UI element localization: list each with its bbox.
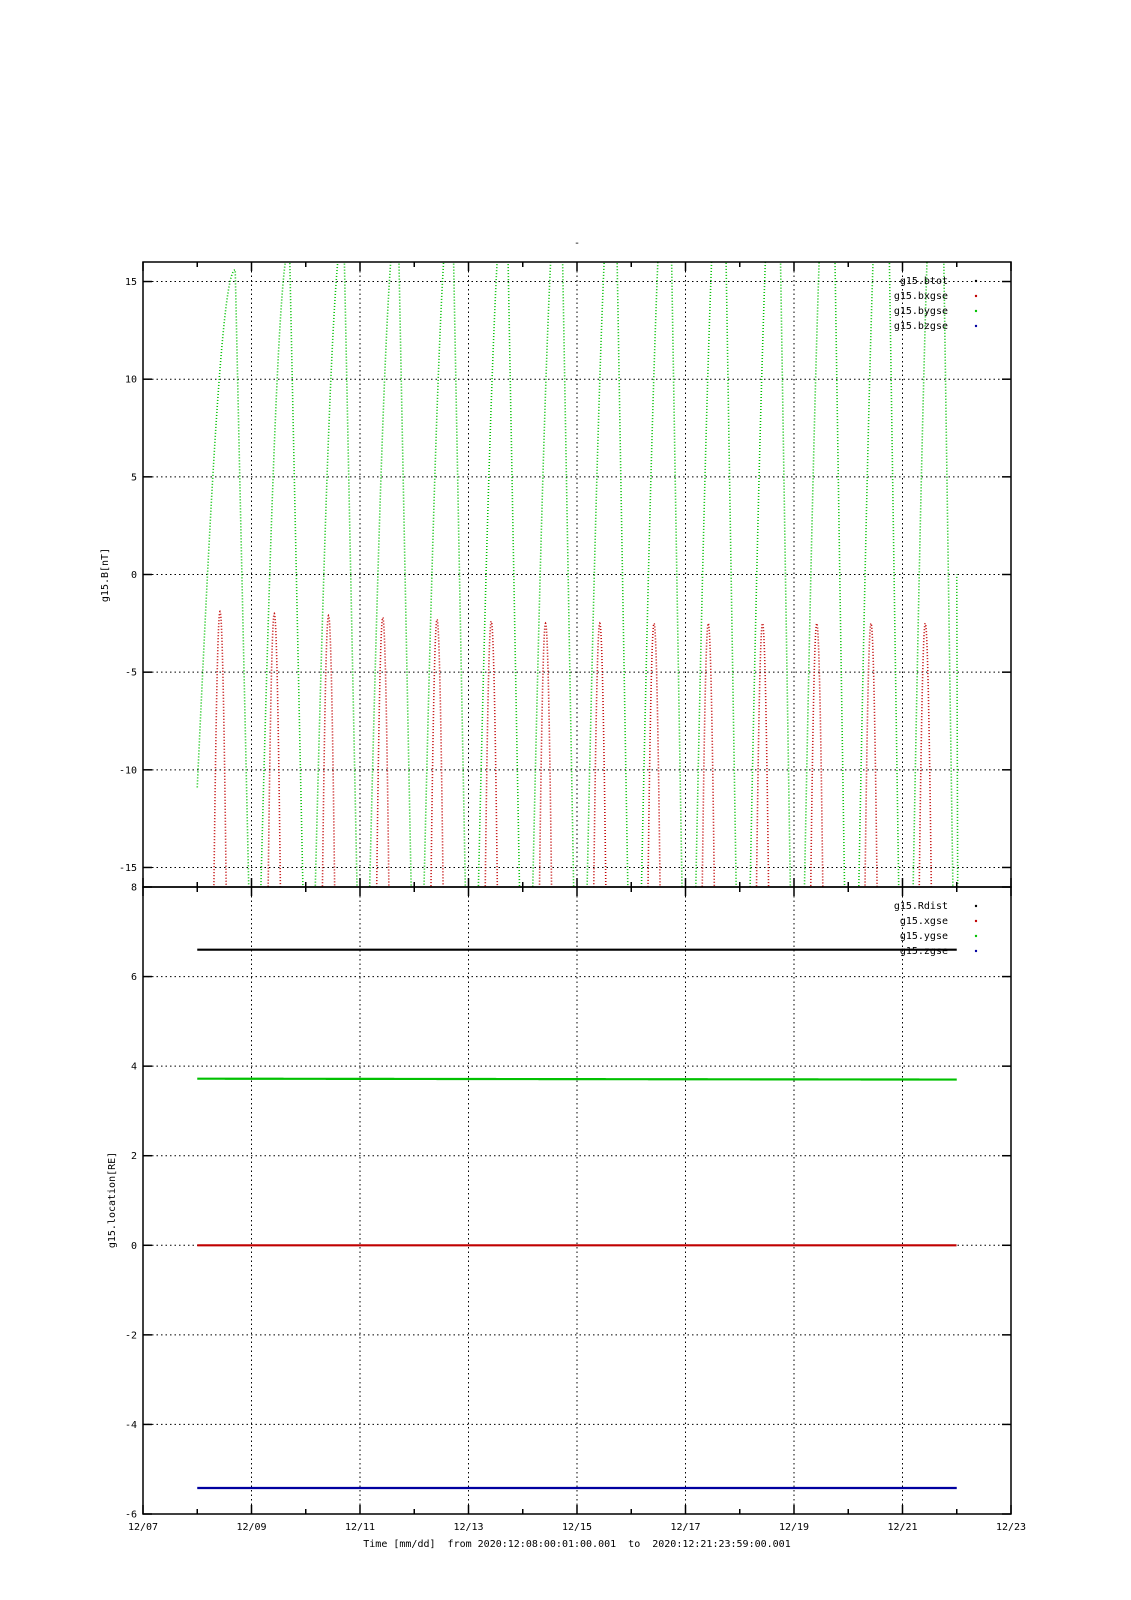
bottom-series	[197, 950, 957, 1488]
legend-swatch	[975, 280, 977, 282]
magnetic-field-panel	[100, 32, 1011, 1600]
y-tick-label: -10	[118, 765, 137, 777]
y-tick-label: 2	[130, 1151, 137, 1163]
top-series	[197, 32, 959, 1600]
y-tick-label: 0	[130, 1240, 137, 1252]
top-y-axis-label: g15.B[nT]	[100, 547, 111, 603]
legend-swatch	[975, 905, 977, 907]
x-tick-label: 12/15	[561, 1522, 593, 1533]
x-tick-label: 12/23	[995, 1522, 1027, 1533]
top-grid	[143, 262, 1011, 887]
y-tick-label: 15	[124, 277, 137, 289]
bottom-legend	[894, 901, 977, 957]
page-title: -	[573, 238, 581, 249]
y-tick-label: 8	[130, 882, 137, 894]
legend-swatch	[975, 935, 977, 937]
bottom-y-axis-label: g15.location[RE]	[107, 1151, 118, 1249]
y-tick-label: 10	[124, 374, 137, 386]
top-legend	[894, 276, 977, 332]
y-tick-label: -15	[118, 862, 137, 874]
x-tick-label: 12/13	[453, 1522, 484, 1533]
legend-label-g15-bxgse: g15.bxgse	[893, 291, 948, 302]
series-line-g15-ygse	[197, 1079, 957, 1080]
legend-swatch	[975, 950, 977, 952]
bottom-ticks	[125, 883, 1026, 1534]
legend-swatch	[975, 310, 977, 312]
y-tick-label: -6	[124, 1509, 137, 1521]
y-tick-label: 0	[130, 570, 137, 581]
series-line-g15-bygse	[197, 32, 959, 1341]
legend-swatch	[975, 920, 977, 922]
series-line-g15-bxgse	[197, 612, 956, 1600]
legend-label-g15-zgse: g15.zgse	[899, 946, 948, 957]
bottom-plot-frame	[143, 887, 1011, 1514]
y-tick-label: -5	[124, 667, 137, 679]
x-tick-label: 12/11	[344, 1522, 376, 1533]
x-tick-label: 12/17	[670, 1522, 701, 1533]
x-tick-label: 12/07	[127, 1522, 159, 1533]
bottom-grid	[143, 887, 1011, 1514]
x-tick-label: 12/21	[887, 1522, 918, 1533]
y-tick-label: 4	[130, 1061, 137, 1073]
legend-label-g15-Rdist: g15.Rdist	[893, 901, 948, 912]
x-axis-label: Time [mm/dd] from 2020:12:08:00:01:00.001 to 2020:12:21:23:59:00.001	[363, 1539, 791, 1550]
y-tick-label: -2	[124, 1330, 137, 1342]
y-tick-label: 6	[130, 972, 137, 984]
legend-label-g15-bygse: g15.bygse	[893, 306, 948, 317]
legend-label-g15-xgse: g15.xgse	[899, 916, 948, 927]
legend-label-g15-bzgse: g15.bzgse	[893, 321, 948, 332]
legend-swatch	[975, 325, 977, 327]
legend-label-g15-ygse: g15.ygse	[899, 931, 948, 942]
y-tick-label: 5	[130, 472, 137, 484]
legend-label-g15-btot: g15.btot	[899, 276, 948, 287]
legend-swatch	[975, 295, 977, 297]
y-tick-label: -4	[124, 1419, 137, 1431]
location-panel	[107, 883, 1026, 1551]
x-tick-label: 12/19	[778, 1522, 810, 1533]
x-tick-label: 12/09	[236, 1522, 267, 1533]
